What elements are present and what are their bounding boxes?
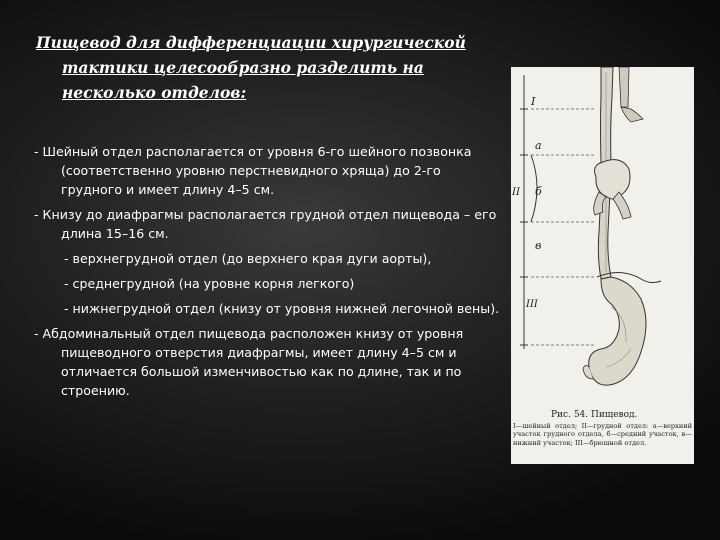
label-b: б (535, 185, 542, 198)
lower-thoracic-item: - нижнегрудной отдел (книзу от уровня нижней легочной вены). (64, 301, 500, 316)
label-a: a (535, 139, 542, 152)
figure-caption-text: I—шейный отдел; II—грудной отдел: а—верхний участок грудного отдела, б—средний участок, в—нижний участок; III—брюшной отдел. (513, 422, 692, 447)
label-I: I (531, 95, 536, 108)
slide-body (34, 142, 504, 406)
middle-thoracic-item: - среднегрудной (на уровне корня легкого) (64, 276, 355, 291)
label-v: в (535, 239, 542, 252)
slide-title: Пищевод для дифференциации хирургической тактики целесообразно разделить на несколько отделов: (36, 33, 466, 102)
cervical-paragraph: - Шейный отдел располагается от уровня 6-го шейного позвонка (соответственно уровню перстневидного хряща) до 2-го грудного и имеет длину 4–5 см. (34, 144, 472, 197)
esophagus-figure (511, 67, 694, 464)
thoracic-paragraph: - Книзу до диафрагмы располагается грудной отдел пищевода – его длина 15–16 см. (34, 207, 497, 241)
upper-thoracic-item: - верхнегрудной отдел (до верхнего края дуги аорты), (64, 251, 432, 266)
figure-caption-title: Рис. 54. Пищевод. (551, 410, 638, 420)
stomach-drawing (589, 277, 646, 385)
label-III: III (526, 299, 538, 310)
abdominal-paragraph: - Абдоминальный отдел пищевода расположен книзу от уровня пищеводного отверстия диафрагмы, имеет длину 4–5 см и отличается большой изменчивостью как по длине, так и по строению. (34, 326, 464, 398)
label-II: II (512, 187, 520, 198)
